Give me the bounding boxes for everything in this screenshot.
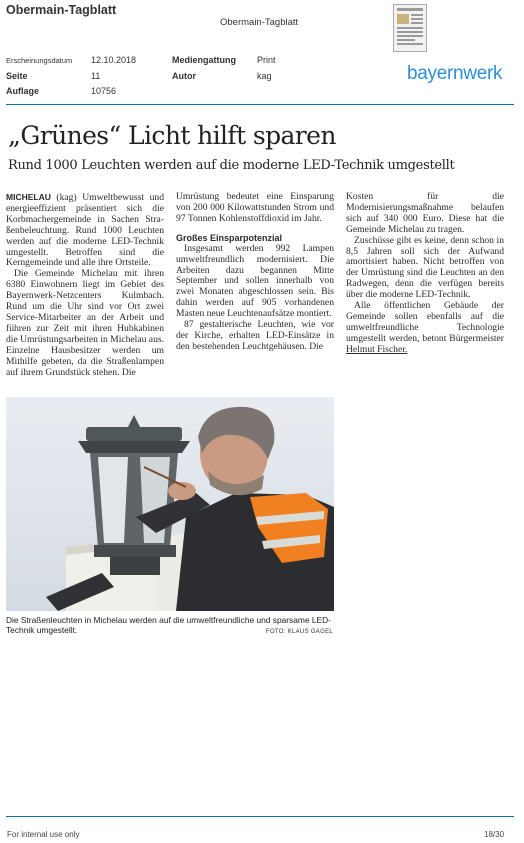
paragraph: Kosten für die Modernisierungsmaßnahme belaufen sich auf 340 000 Euro. Diese hat die Gemeinde Michelau zu tragen. bbox=[346, 191, 504, 235]
footer-divider bbox=[6, 816, 514, 817]
publication-label: Obermain-Tagblatt bbox=[220, 17, 299, 28]
bayernwerk-logo: bayernwerk bbox=[407, 63, 503, 84]
article-headline: „Grünes“ Licht hilft sparen bbox=[8, 121, 336, 150]
article-photo bbox=[6, 397, 334, 611]
paragraph bbox=[346, 301, 504, 356]
dateline: MICHELAU bbox=[6, 192, 51, 202]
author-signature: Helmut Fischer. bbox=[346, 343, 408, 355]
section-subheading: Großes Einsparpotenzial bbox=[176, 232, 283, 243]
paragraph: 87 gestalterische Leuchten, wie vor der Kirche, erhalten LED-Einsätze in den bestehenden Leuchtgehäusen. Die bbox=[176, 319, 334, 352]
author-label: Autor bbox=[172, 71, 196, 81]
paragraph-text: Alle öffentlichen Gebäude der Gemeinde sollen ebenfalls auf die umweltfreundliche Technologie umgestellt werden, betont Bürgermeister bbox=[346, 300, 504, 344]
photo-caption: Die Straßenleuchten in Michelau werden auf die umweltfreundliche und sparsame LED-Technik umgestellt. bbox=[6, 615, 331, 636]
circulation-value: 10756 bbox=[91, 86, 117, 96]
paragraph-text: (kag) Umweltbewusst und energieeffizient präsentiert sich die Korbmachergemeinde in Sachen Straßenbeleuchtung. Rund 1000 Leuchten werden auf die moderne LED-Technik umgestellt. Betroffen sind die Kerngemeinde und alle ihre Ortsteile. bbox=[6, 192, 164, 269]
paragraph: Insgesamt werden 992 Lampen umweltfreundlich modernisiert. Die Arbeiten dazu begannen Mitte September und sollen innerhalb von zwei Monaten abgeschlossen sein. Bis dahin werden auf 905 vorhandenen Masten neue Leuchtenaufsätze montiert. bbox=[176, 242, 334, 320]
paragraph bbox=[6, 192, 164, 269]
date-label: Erscheinungsdatum bbox=[6, 56, 73, 65]
article-subheadline: Rund 1000 Leuchten werden auf die moderne LED-Technik umgestellt bbox=[8, 158, 455, 173]
header-divider bbox=[6, 104, 514, 105]
photo-credit: FOTO: KLAUS GAGEL bbox=[266, 629, 334, 635]
article-column-1 bbox=[6, 192, 164, 378]
page-value: 11 bbox=[91, 71, 101, 81]
publication-title: Obermain-Tagblatt bbox=[6, 3, 117, 17]
circulation-label: Auflage bbox=[6, 86, 40, 96]
paragraph: Zuschüsse gibt es keine, denn schon in 8,5 Jahren soll sich der Aufwand amortisiert haben. Nicht betroffen von der Umrüstung sind die Leuchten an den Radwegen, denn die verfügen bereits über die moderne LED-Technik. bbox=[346, 234, 504, 301]
paragraph: Umrüstung bedeutet eine Einsparung von 200 000 Kilowattstunden Strom und 97 Tonnen Kohlenstoffdioxid im Jahr. bbox=[176, 191, 334, 224]
author-value: kag bbox=[257, 71, 272, 81]
article-column-2 bbox=[176, 192, 334, 353]
date-value: 12.10.2018 bbox=[91, 55, 137, 65]
article-column-3 bbox=[346, 192, 504, 356]
page-thumbnail[interactable] bbox=[393, 4, 427, 52]
paragraph: Die Gemeinde Michelau mit ihren 6380 Einwohnern liegt im Gebiet des Bayernwerk-Netzcenters Kulmbach. Rund um die Uhr sind vor Ort zwei Service-Mitarbeiter an der Arbeit und führen zur Zeit mit ihren Hubkabinen die Umrüstungsarbeiten in Michelau aus. Einzelne Hausbesitzer werden um Mithilfe gebeten, da die Straßenlampen auf ihrem Grundstück stehen. Die bbox=[6, 268, 164, 378]
media-value: Print bbox=[257, 55, 276, 65]
page-counter: 18/30 bbox=[484, 830, 505, 839]
media-label: Mediengattung bbox=[172, 55, 236, 65]
page-label: Seite bbox=[6, 71, 28, 81]
footer-notice: For internal use only bbox=[7, 830, 80, 839]
